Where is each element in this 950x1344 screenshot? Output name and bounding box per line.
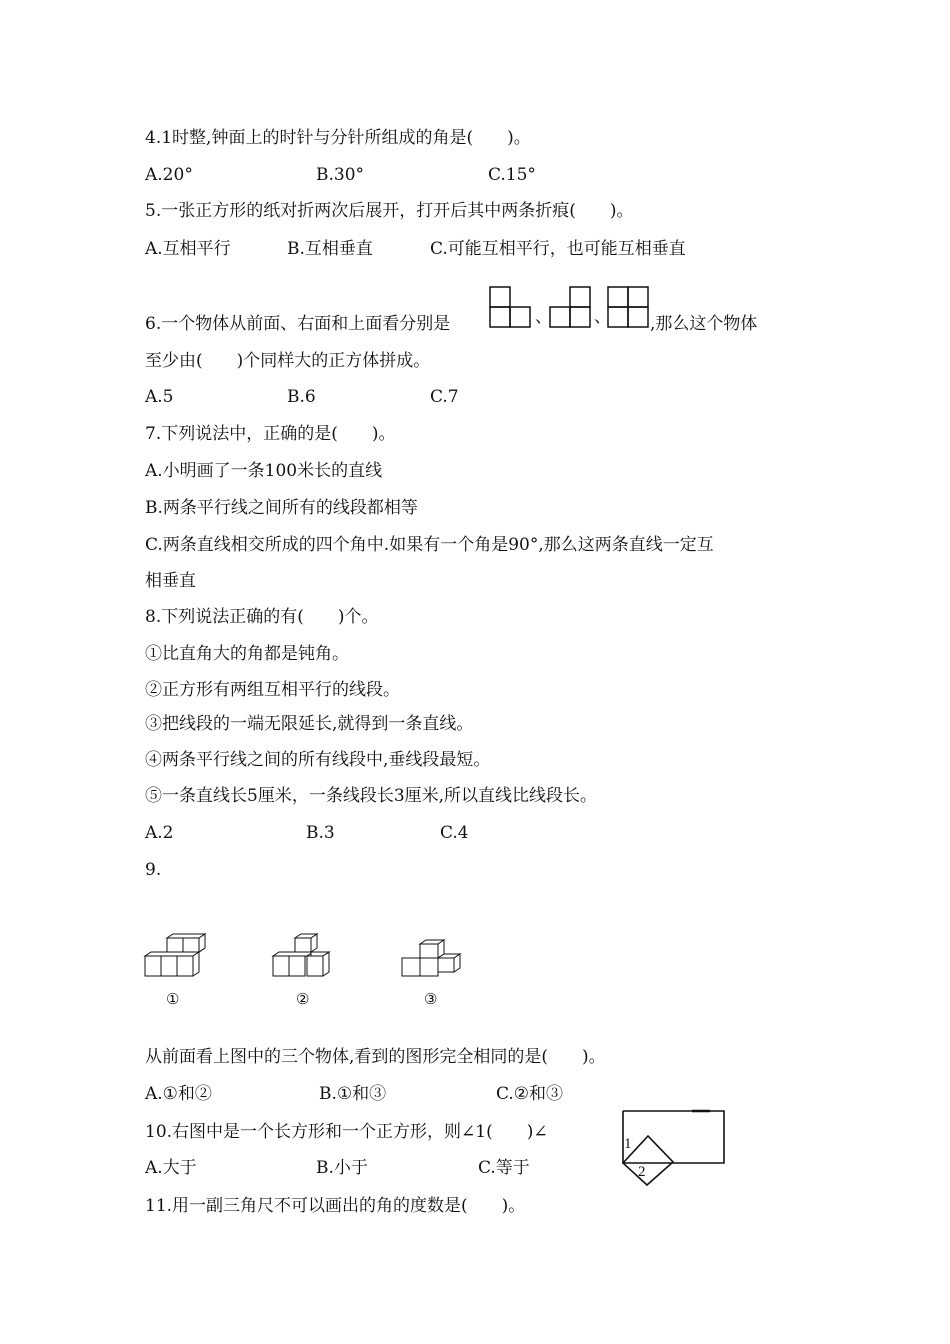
q9-figure-2-label: ② [296,990,310,1008]
q10-option-a: A.大于 [145,1158,197,1178]
q6-stem-part1: 6.一个物体从前面、右面和上面看分别是 [145,314,451,334]
q10-angle-1-label: 1 [624,1136,632,1152]
q9-figure-2 [273,932,337,984]
q8-option-b: B.3 [306,823,335,843]
q7-stem: 7.下列说法中，正确的是( )。 [145,424,396,444]
q5-option-a: A.互相平行 [145,239,231,259]
q9-number: 9. [145,860,162,880]
q9-figure-3-label: ③ [424,990,438,1008]
q8-statement-5: ⑤一条直线长5厘米，一条线段长3厘米,所以直线比线段长。 [145,786,598,806]
q7-statement-b: B.两条平行线之间所有的线段都相等 [145,498,418,518]
q8-statement-4: ④两条平行线之间的所有线段中,垂线段最短。 [145,750,491,770]
q6-right-view-figure [548,285,594,329]
q9-figure-1 [145,932,209,984]
q7-statement-c-line1: C.两条直线相交所成的四个角中.如果有一个角是90°,那么这两条直线一定互 [145,535,714,555]
q10-rectangle-square-figure [620,1108,730,1186]
q10-stem: 10.右图中是一个长方形和一个正方形，则∠1( )∠ [145,1122,548,1142]
q4-option-c: C.15° [488,165,536,185]
q6-front-view-figure [488,285,534,329]
q6-stem-part3: 至少由( )个同样大的正方体拼成。 [145,351,431,371]
q10-angle-2-label: 2 [638,1164,646,1180]
q4-option-a: A.20° [145,165,193,185]
q10-option-b: B.小于 [316,1158,368,1178]
q5-option-b: B.互相垂直 [287,239,373,259]
q5-stem: 5.一张正方形的纸对折两次后展开，打开后其中两条折痕( )。 [145,201,634,221]
q10-option-c: C.等于 [478,1158,530,1178]
q8-option-a: A.2 [145,823,174,843]
q6-top-view-figure [606,285,652,329]
q6-separator-2: 、 [594,307,611,327]
q9-figure-1-label: ① [166,990,180,1008]
q7-statement-c-line2: 相垂直 [145,571,196,591]
q9-option-c: C.②和③ [496,1084,564,1104]
q9-option-b: B.①和③ [319,1084,387,1104]
q4-option-b: B.30° [316,165,365,185]
q6-stem-part2: ,那么这个物体 [650,314,758,334]
q6-option-b: B.6 [287,387,316,407]
q11-stem: 11.用一副三角尺不可以画出的角的度数是( )。 [145,1196,526,1216]
q4-stem: 4.1时整,钟面上的时针与分针所组成的角是( )。 [145,128,531,148]
q6-separator-1: 、 [535,307,552,327]
q8-statement-1: ①比直角大的角都是钝角。 [145,644,349,664]
q8-statement-3: ③把线段的一端无限延长,就得到一条直线。 [145,714,474,734]
q9-option-a: A.①和② [145,1084,212,1104]
q9-stem: 从前面看上图中的三个物体,看到的图形完全相同的是( )。 [145,1047,606,1067]
q6-option-a: A.5 [145,387,174,407]
q8-option-c: C.4 [440,823,469,843]
q8-statement-2: ②正方形有两组互相平行的线段。 [145,680,400,700]
q6-option-c: C.7 [430,387,459,407]
q5-option-c: C.可能互相平行，也可能互相垂直 [430,239,686,259]
q7-statement-a: A.小明画了一条100米长的直线 [145,461,383,481]
q8-stem: 8.下列说法正确的有( )个。 [145,607,379,627]
q9-figure-3 [402,938,466,984]
